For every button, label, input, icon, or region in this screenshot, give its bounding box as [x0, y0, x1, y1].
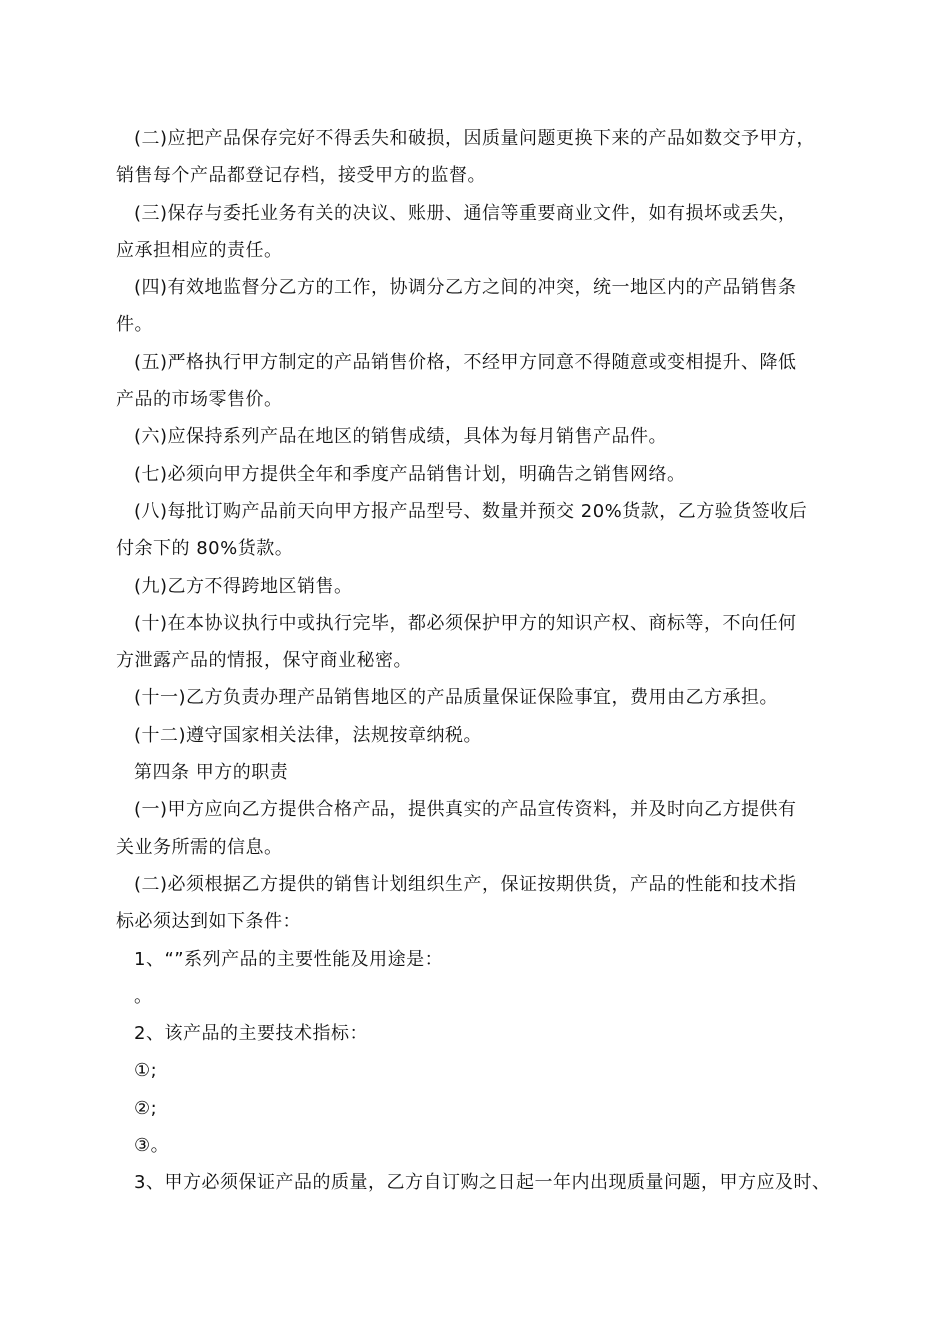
text-line: (五)严格执行甲方制定的产品销售价格，不经甲方同意不得随意或变相提升、降低 — [134, 351, 797, 373]
text-line: 标必须达到如下条件： — [116, 911, 301, 933]
text-line: 件。 — [116, 314, 153, 336]
text-line: 2、该产品的主要技术指标： — [134, 1023, 368, 1045]
text-line: 销售每个产品都登记存档，接受甲方的监督。 — [116, 165, 486, 187]
text-line: 付余下的 80%货款。 — [116, 538, 294, 560]
text-line: 1、“”系列产品的主要性能及用途是： — [134, 948, 444, 970]
text-line: ②; — [134, 1097, 158, 1119]
text-line: (三)保存与委托业务有关的决议、账册、通信等重要商业文件，如有损坏或丢失， — [134, 202, 797, 224]
text-line: (七)必须向甲方提供全年和季度产品销售计划，明确告之销售网络。 — [134, 463, 686, 485]
text-line: 第四条 甲方的职责 — [134, 762, 289, 784]
text-line: (九)乙方不得跨地区销售。 — [134, 575, 353, 597]
text-line: 关业务所需的信息。 — [116, 836, 283, 858]
text-line: ①; — [134, 1060, 158, 1082]
text-line: (四)有效地监督分乙方的工作，协调分乙方之间的冲突，统一地区内的产品销售条 — [134, 277, 797, 299]
text-line: (十一)乙方负责办理产品销售地区的产品质量保证保险事宜，费用由乙方承担。 — [134, 687, 779, 709]
text-line: (二)必须根据乙方提供的销售计划组织生产，保证按期供货，产品的性能和技术指 — [134, 873, 797, 895]
text-line: 。 — [134, 985, 153, 1007]
text-line: 3、甲方必须保证产品的质量，乙方自订购之日起一年内出现质量问题，甲方应及时、 — [134, 1172, 831, 1194]
text-line: 产品的市场零售价。 — [116, 389, 283, 411]
text-line: (八)每批订购产品前天向甲方报产品型号、数量并预交 20%货款，乙方验货签收后 — [134, 500, 808, 522]
document-body — [116, 120, 846, 1202]
text-line: (六)应保持系列产品在地区的销售成绩，具体为每月销售产品件。 — [134, 426, 668, 448]
text-line: ③。 — [134, 1135, 170, 1157]
text-line: (二)应把产品保存完好不得丢失和破损，因质量问题更换下来的产品如数交予甲方， — [134, 128, 816, 149]
text-line: (十二)遵守国家相关法律，法规按章纳税。 — [134, 724, 483, 746]
text-line: 应承担相应的责任。 — [116, 239, 283, 261]
text-line: (十)在本协议执行中或执行完毕，都必须保护甲方的知识产权、商标等，不向任何 — [134, 612, 797, 634]
text-line: 方泄露产品的情报，保守商业秘密。 — [116, 650, 412, 672]
text-line: (一)甲方应向乙方提供合格产品，提供真实的产品宣传资料，并及时向乙方提供有 — [134, 799, 797, 821]
